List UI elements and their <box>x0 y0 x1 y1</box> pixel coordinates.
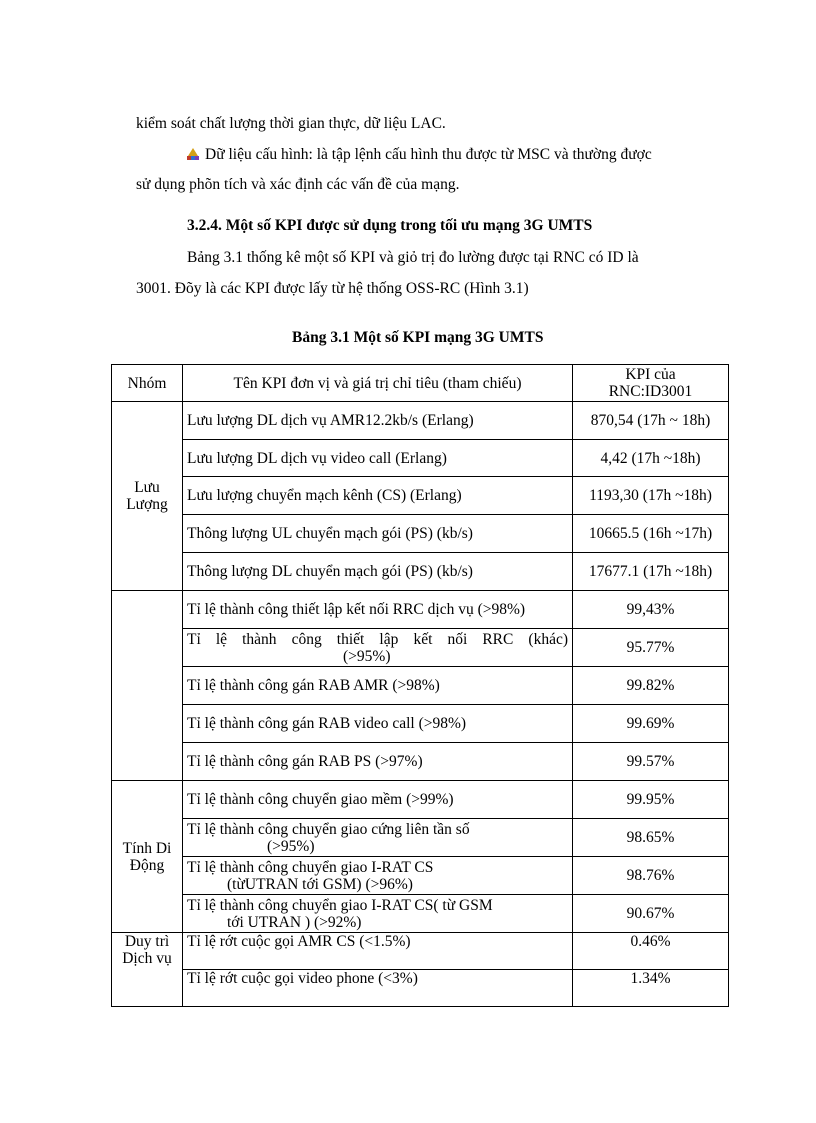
table-row <box>112 743 729 781</box>
kpi-value: 17677.1 (17h ~18h) <box>573 553 729 591</box>
kpi-table <box>111 364 729 1007</box>
table-row <box>112 667 729 705</box>
kpi-value: 90.67% <box>573 895 729 933</box>
group-label-line: Lưu <box>134 479 160 496</box>
kpi-name-line: tới UTRAN ) (>92%) <box>227 913 362 931</box>
kpi-name: Tỉ lệ thành công chuyển giao mềm (>99%) <box>183 781 573 819</box>
kpi-name-line: Tỉ lệ thành công chuyển giao I-RAT CS( từ GSM <box>187 896 493 914</box>
table-header-row <box>112 365 729 402</box>
kpi-name: Tỉ lệ thành công gán RAB PS (>97%) <box>183 743 573 781</box>
group-accessibility <box>112 591 183 781</box>
table-row <box>112 819 729 857</box>
table-row <box>112 402 729 440</box>
kpi-value: 99.57% <box>573 743 729 781</box>
kpi-name-line: (từUTRAN tới GSM) (>96%) <box>227 875 413 893</box>
table-row <box>112 515 729 553</box>
kpi-name: Tỉ lệ rớt cuộc gọi video phone (<3%) <box>183 970 573 1007</box>
kpi-name-line: (>95%) <box>343 647 391 665</box>
table-caption: Bảng 3.1 Một số KPI mạng 3G UMTS <box>292 329 544 346</box>
kpi-value: 99,43% <box>573 591 729 629</box>
group-label-line: Duy trì <box>124 933 170 950</box>
group-label-line: Lượng <box>126 496 168 513</box>
header-kpi-value <box>573 365 729 402</box>
group-label-line: Động <box>129 856 165 874</box>
header-value-line: RNC:ID3001 <box>608 383 693 400</box>
kpi-name <box>183 895 573 933</box>
body-text-line: 3001. Đõy là các KPI được lấy từ hệ thống OSS-RC (Hình 3.1) <box>136 280 529 297</box>
kpi-value: 99.82% <box>573 667 729 705</box>
group-traffic <box>112 402 183 591</box>
kpi-value: 99.95% <box>573 781 729 819</box>
triangle-bullet-icon <box>187 148 199 160</box>
table-row <box>112 895 729 933</box>
kpi-name: Lưu lượng DL dịch vụ AMR12.2kb/s (Erlang) <box>183 402 573 440</box>
group-retainability <box>112 933 183 1007</box>
kpi-name-line: (>95%) <box>267 837 315 855</box>
body-text-line: sử dụng phõn tích và xác định các vấn đề của mạng. <box>136 176 460 193</box>
kpi-value: 870,54 (17h ~ 18h) <box>573 402 729 440</box>
kpi-value: 95.77% <box>573 629 729 667</box>
kpi-value: 98.65% <box>573 819 729 857</box>
kpi-name-line: Tỉ lệ thành công chuyển giao cứng liên tần số <box>187 820 470 838</box>
table-row <box>112 591 729 629</box>
kpi-value: 99.69% <box>573 705 729 743</box>
kpi-value: 1193,30 (17h ~18h) <box>573 477 729 515</box>
bullet-paragraph-line <box>187 145 652 165</box>
bullet-text: Dữ liệu cấu hình: là tập lệnh cấu hình thu được từ MSC và thường được <box>205 146 652 163</box>
table-row <box>112 629 729 667</box>
header-group: Nhóm <box>112 365 183 402</box>
kpi-value: 1.34% <box>573 970 729 1007</box>
kpi-value: 0.46% <box>573 933 729 970</box>
kpi-name: Lưu lượng chuyển mạch kênh (CS) (Erlang) <box>183 477 573 515</box>
header-kpi-name: Tên KPI đơn vị và giá trị chỉ tiêu (tham chiếu) <box>183 365 573 402</box>
kpi-name <box>183 857 573 895</box>
table-row <box>112 705 729 743</box>
table-row <box>112 477 729 515</box>
table-row <box>112 553 729 591</box>
kpi-name-line: Tỉ lệ thành công chuyển giao I-RAT CS <box>187 858 434 876</box>
kpi-name: Tỉ lệ rớt cuộc gọi AMR CS (<1.5%) <box>183 933 573 970</box>
kpi-name: Thông lượng UL chuyển mạch gói (PS) (kb/s) <box>183 515 573 553</box>
kpi-name: Thông lượng DL chuyển mạch gói (PS) (kb/s) <box>183 553 573 591</box>
table-row <box>112 970 729 1007</box>
kpi-name <box>183 819 573 857</box>
table-row <box>112 933 729 970</box>
kpi-name-line: Tỉ lệ thành công thiết lập kết nối RRC (khác) <box>187 630 568 648</box>
section-heading: 3.2.4. Một số KPI được sử dụng trong tối ưu mạng 3G UMTS <box>187 217 593 234</box>
kpi-value: 98.76% <box>573 857 729 895</box>
group-label-line: Tính Di <box>122 839 172 857</box>
table-row <box>112 781 729 819</box>
body-text-line: kiểm soát chất lượng thời gian thực, dữ liệu LAC. <box>136 115 446 132</box>
kpi-value: 10665.5 (16h ~17h) <box>573 515 729 553</box>
body-text-line: Bảng 3.1 thống kê một số KPI và giỏ trị đo lường được tại RNC có ID là <box>187 249 639 266</box>
table-row <box>112 440 729 477</box>
kpi-name: Tỉ lệ thành công gán RAB AMR (>98%) <box>183 667 573 705</box>
kpi-name <box>183 629 573 667</box>
kpi-name: Tỉ lệ thành công thiết lập kết nối RRC dịch vụ (>98%) <box>183 591 573 629</box>
kpi-name: Lưu lượng DL dịch vụ video call (Erlang) <box>183 440 573 477</box>
header-value-line: KPI của <box>625 366 676 383</box>
table-row <box>112 857 729 895</box>
kpi-value: 4,42 (17h ~18h) <box>573 440 729 477</box>
group-mobility <box>112 781 183 933</box>
kpi-name: Tỉ lệ thành công gán RAB video call (>98%) <box>183 705 573 743</box>
group-label-line: Dịch vụ <box>122 950 172 967</box>
